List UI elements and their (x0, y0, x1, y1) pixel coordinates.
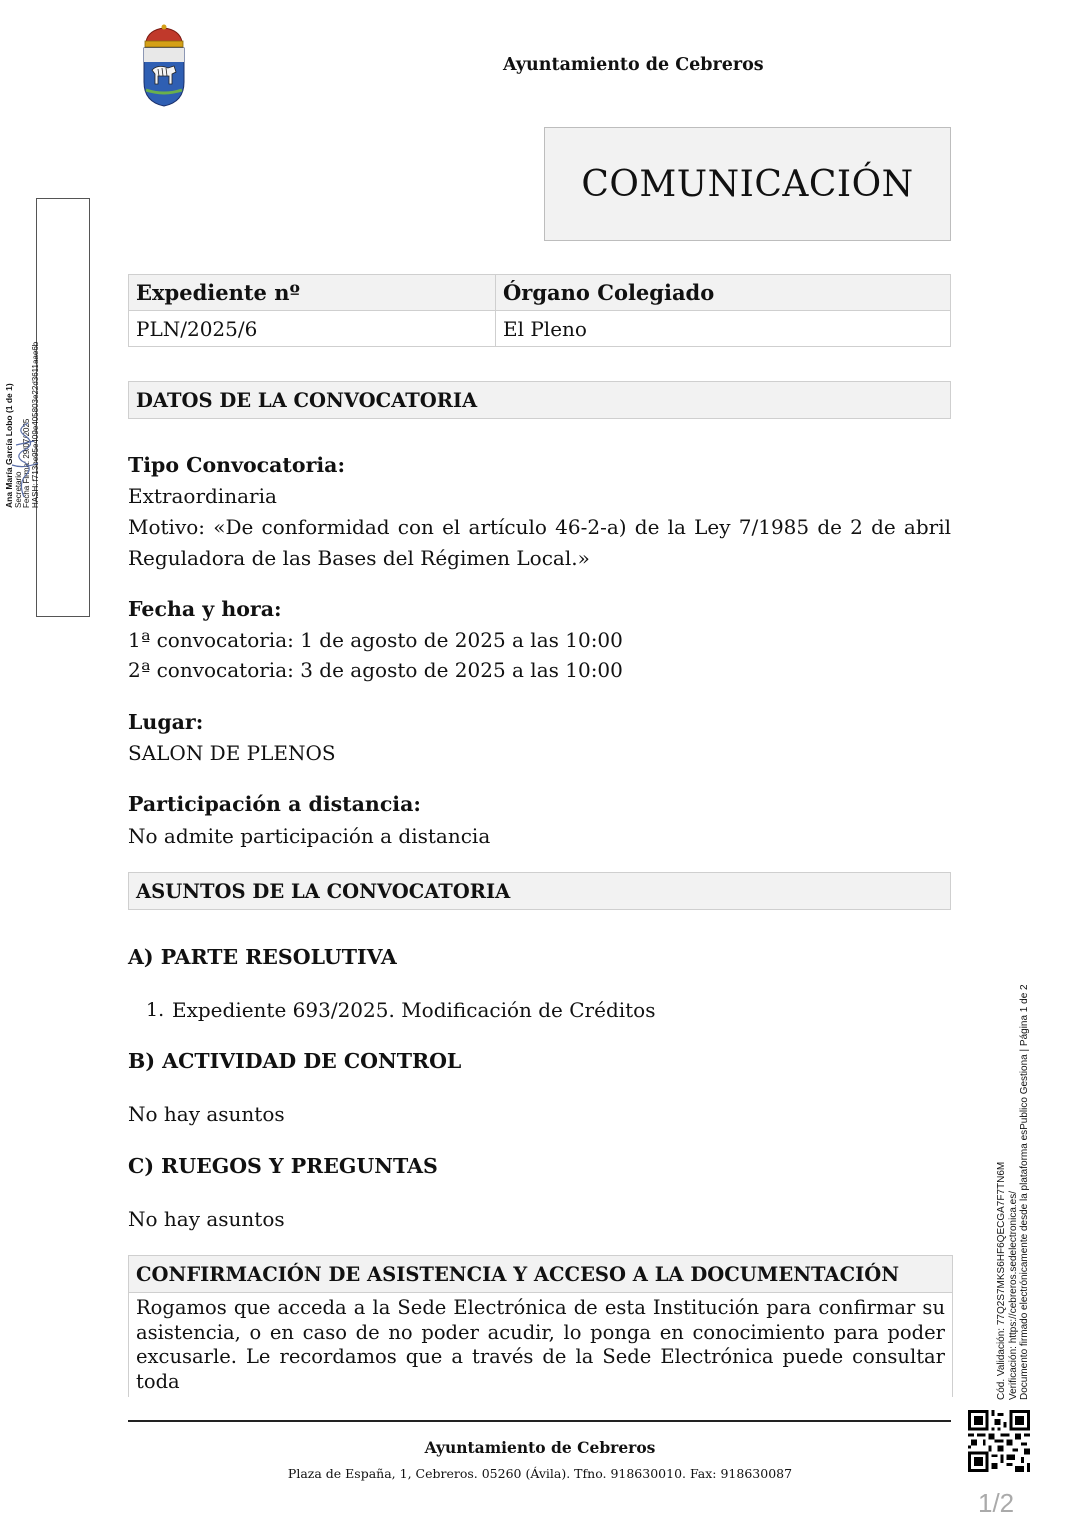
signature-role: Secretario (14, 471, 23, 508)
participacion-label: Participación a distancia: (128, 792, 421, 816)
expediente-header: Expediente nº (129, 275, 496, 311)
footer-organization: Ayuntamiento de Cebreros (424, 1438, 656, 1457)
footer-address: Plaza de España, 1, Cebreros. 05260 (Ávila). Tfno. 918630010. Fax: 918630087 (287, 1466, 793, 1481)
confirmacion-header: CONFIRMACIÓN DE ASISTENCIA Y ACCESO A LA DOCUMENTACIÓN (129, 1256, 952, 1293)
ruegos-value: No hay asuntos (128, 1207, 285, 1231)
fecha-label: Fecha y hora: (128, 597, 282, 621)
validation-url: Verificación: https://cebreros.sedelectronica.es/ (1008, 1191, 1019, 1400)
page-counter: 1/2 (978, 1488, 1015, 1518)
motivo-text: Motivo: «De conformidad con el artículo 46-2-a) de la Ley 7/1985 de 2 de abril Reguladora de las Bases del Régimen Local.» (128, 515, 951, 570)
ruegos-heading: C) RUEGOS Y PREGUNTAS (128, 1154, 438, 1178)
asuntos-section-header: ASUNTOS DE LA CONVOCATORIA (128, 872, 951, 910)
expediente-table (128, 274, 951, 347)
validation-platform: Documento firmado electrónicamente desde la plataforma esPublico Gestiona | Página 1 de 2 (1019, 984, 1030, 1400)
parte-resolutiva-heading: A) PARTE RESOLUTIVA (128, 945, 397, 969)
list-item-number: 1. (146, 999, 165, 1021)
tipo-label: Tipo Convocatoria: (128, 453, 346, 477)
document-title: COMUNICACIÓN (581, 163, 914, 205)
confirmacion-body: Rogamos que acceda a la Sede Electrónica de esta Institución para confirmar su asistencia, o en caso de no poder acudir, lo ponga en conocimiento para poder excusarle. Le recordamos que a través de la Sede Electrónica puede consultar toda (136, 1296, 945, 1393)
confirmacion-box (128, 1255, 953, 1397)
organo-value: El Pleno (496, 311, 951, 347)
coat-of-arms-logo (138, 24, 190, 108)
organo-header: Órgano Colegiado (496, 275, 951, 311)
header-organization: Ayuntamiento de Cebreros (503, 55, 764, 75)
list-item: Expediente 693/2025. Modificación de Créditos (172, 998, 656, 1022)
signature-stamp (36, 198, 90, 617)
signature-name: Ana María García Lobo (1 de 1) (4, 383, 14, 508)
tipo-value: Extraordinaria (128, 484, 277, 508)
actividad-control-value: No hay asuntos (128, 1102, 285, 1126)
footer-divider (128, 1420, 951, 1422)
document-title-box (544, 127, 951, 241)
actividad-control-heading: B) ACTIVIDAD DE CONTROL (128, 1049, 462, 1073)
signature-hash: HASH: f713be95e409e405803e22d3611aae6b (31, 341, 40, 508)
datos-section-header: DATOS DE LA CONVOCATORIA (128, 381, 951, 419)
lugar-value: SALON DE PLENOS (128, 741, 336, 765)
table-header-row (129, 275, 951, 311)
fecha-line-1: 1ª convocatoria: 1 de agosto de 2025 a las 10:00 (128, 628, 623, 652)
qr-code-icon (968, 1410, 1030, 1472)
handwritten-signature (4, 405, 44, 505)
validation-code: Cód. Validación: 77Q2S7MKS6HF6QECGA7F7TN6M (996, 1161, 1007, 1400)
table-row (129, 311, 951, 347)
lugar-label: Lugar: (128, 710, 204, 734)
fecha-line-2: 2ª convocatoria: 3 de agosto de 2025 a las 10:00 (128, 658, 623, 682)
expediente-value: PLN/2025/6 (129, 311, 496, 347)
signature-date: Fecha Firma: 29/07/2025 (22, 418, 31, 508)
participacion-value: No admite participación a distancia (128, 824, 491, 848)
